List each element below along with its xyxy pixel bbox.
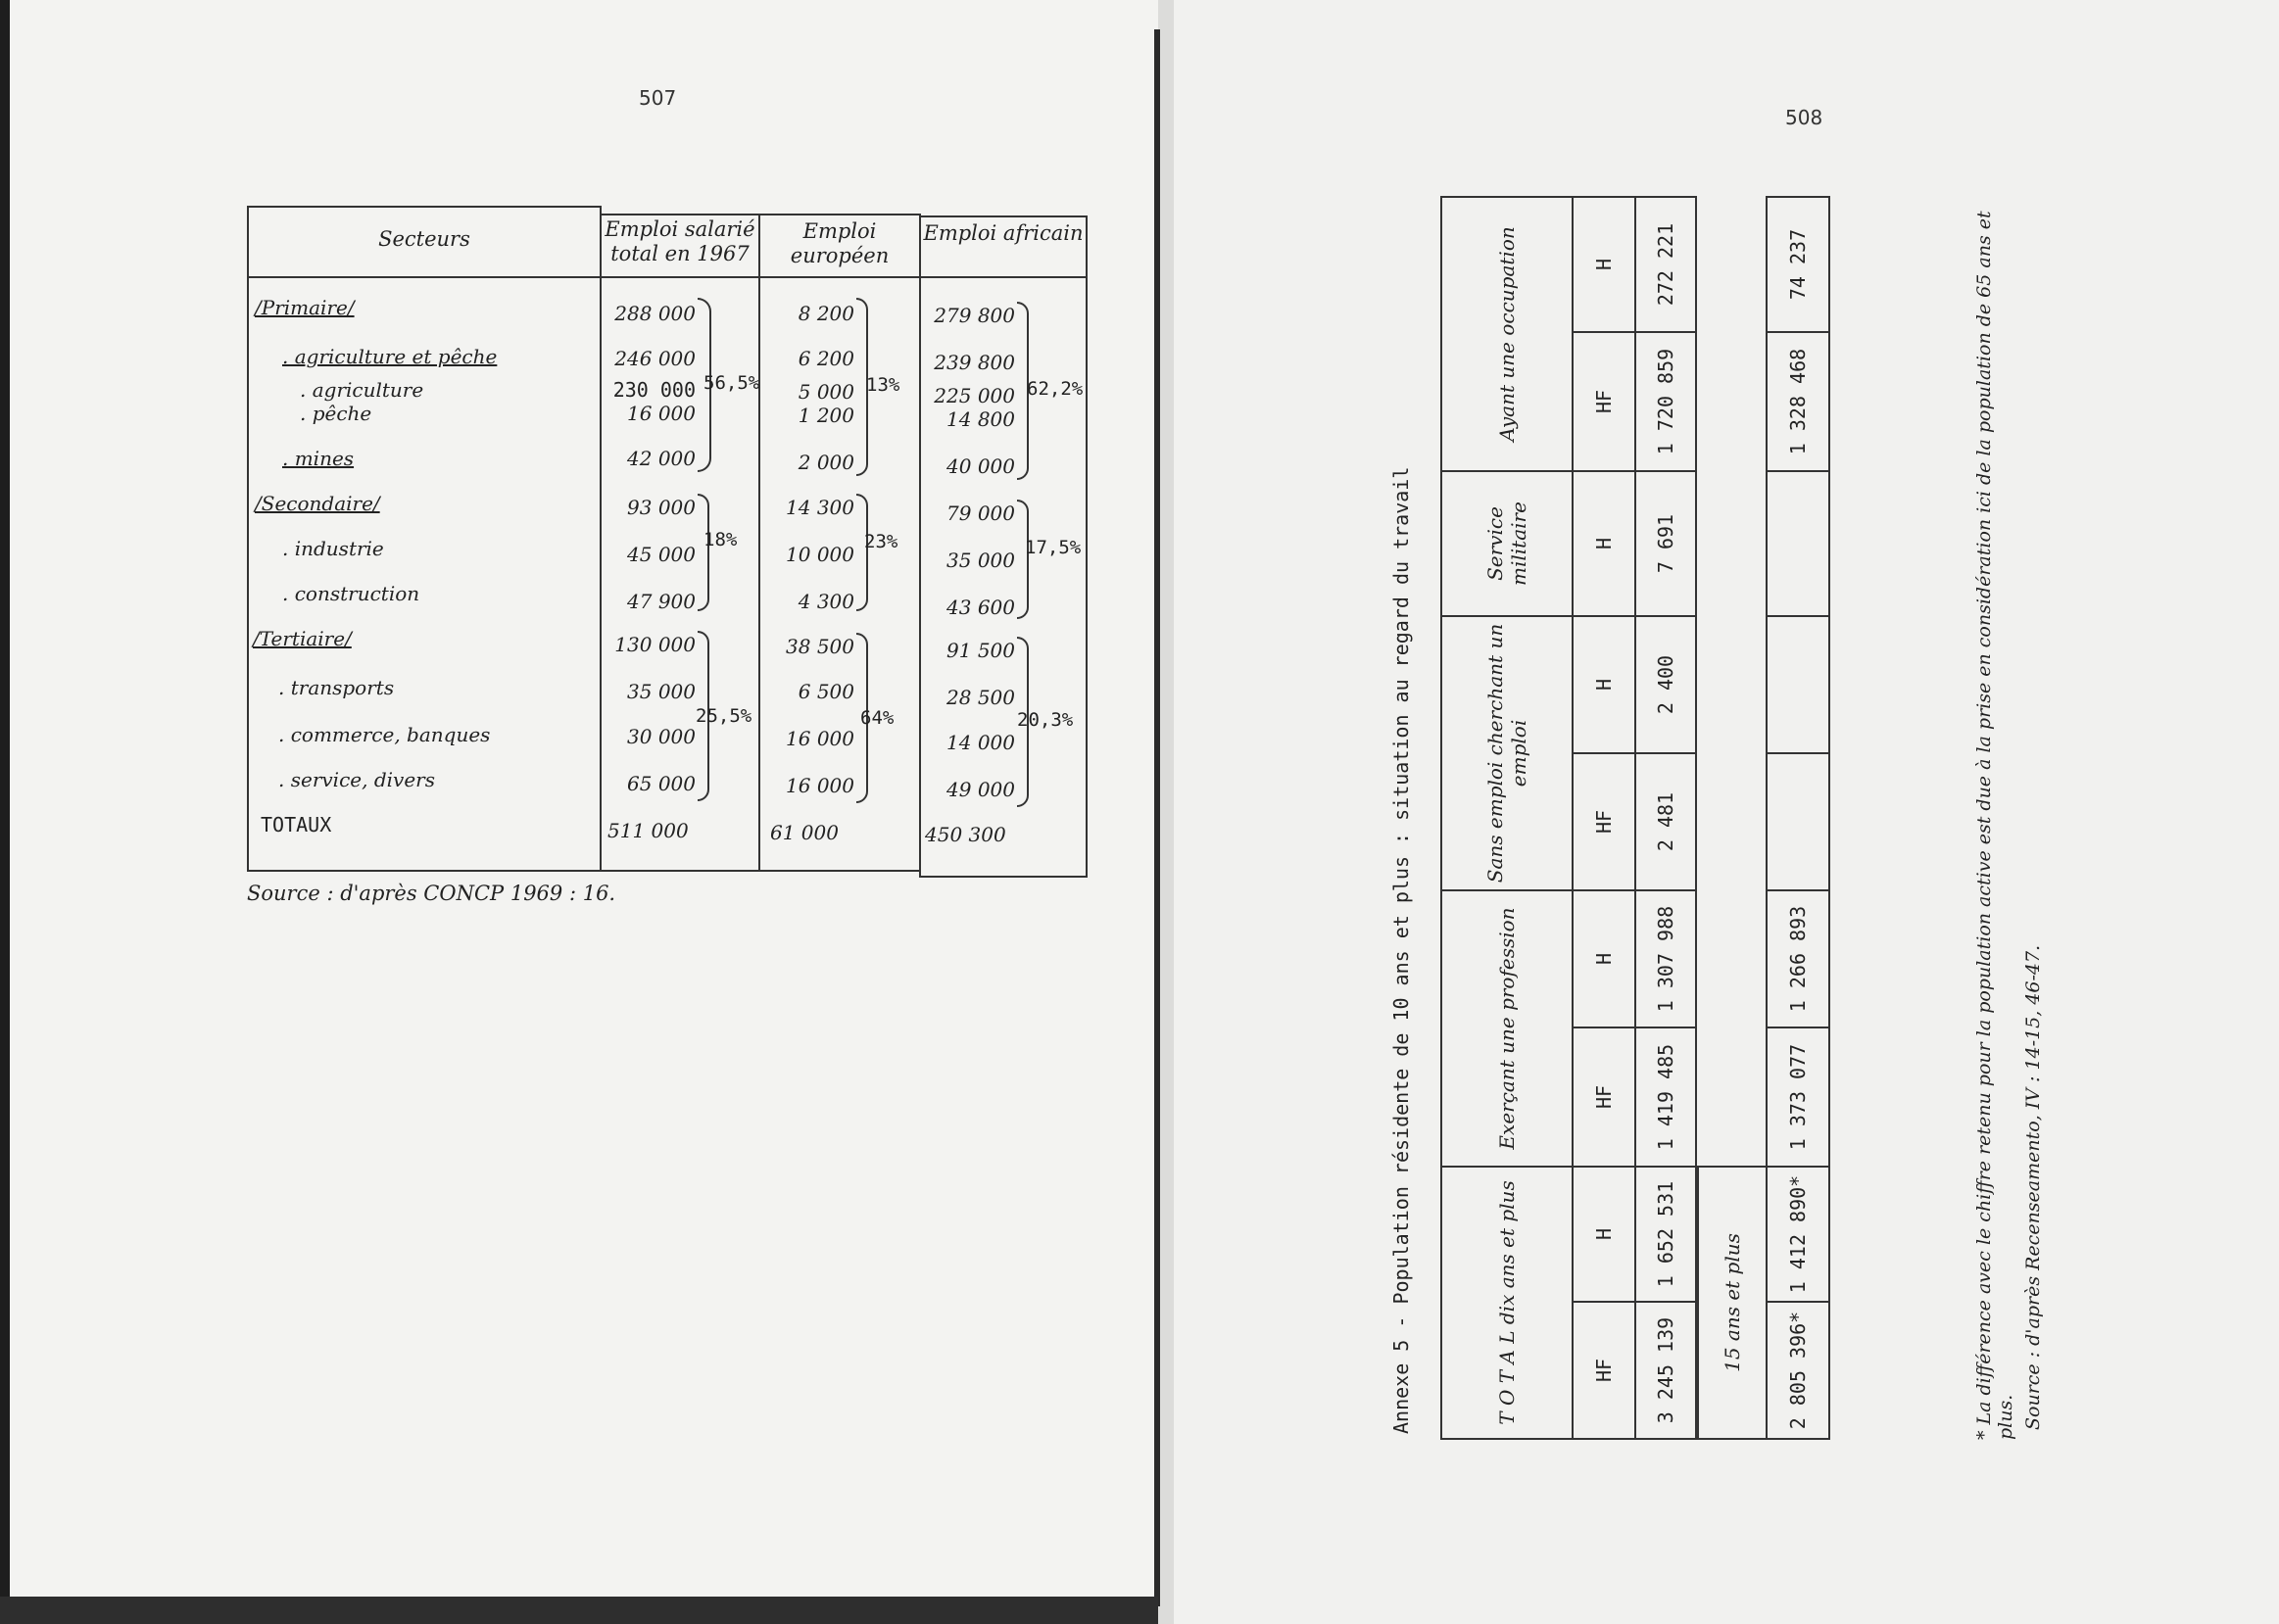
value-europeen: 10 000 xyxy=(786,543,854,566)
value-africain: 225 000 xyxy=(934,384,1015,407)
value-total: 47 900 xyxy=(627,590,696,613)
row-label: . mines xyxy=(282,447,355,470)
value-europeen: 38 500 xyxy=(786,635,854,658)
row-label: /Secondaire/ xyxy=(255,492,380,515)
value-africain: 91 500 xyxy=(946,639,1015,662)
sub-h: H xyxy=(1572,615,1636,754)
value-africain-sum: 450 300 xyxy=(925,823,1006,846)
value-africain: 279 800 xyxy=(934,304,1015,327)
cell-10-total-hf: 3 245 139 xyxy=(1634,1301,1697,1440)
row-label: . pêche xyxy=(300,402,372,425)
cell-10-sans-h: 2 400 xyxy=(1634,615,1697,754)
group-service-militaire: Service militaire xyxy=(1440,470,1574,617)
page-number-left: 507 xyxy=(639,86,677,110)
value-europeen: 6 200 xyxy=(798,347,854,370)
header-secteurs: Secteurs xyxy=(378,227,470,251)
group-sans-emploi: Sans emploi cherchant un emploi xyxy=(1440,615,1574,891)
row-label: . agriculture xyxy=(300,378,424,402)
brace-secondaire-africain xyxy=(1017,500,1029,619)
brace-secondaire-europeen xyxy=(856,494,868,611)
population-table-rotated xyxy=(1342,186,1852,1450)
value-europeen: 16 000 xyxy=(786,727,854,750)
sub-hf: HF xyxy=(1572,1301,1636,1440)
pct-secondaire-total: 18% xyxy=(703,529,738,550)
value-europeen: 16 000 xyxy=(786,774,854,797)
employment-table xyxy=(247,206,1088,872)
cell-10-occ-hf: 1 720 859 xyxy=(1634,331,1697,472)
footnote: * La différence avec le chiffre retenu pour la population active est due à la prise en considération ici de la population de 65 ans et plus. xyxy=(1973,211,2016,1440)
value-total: 35 000 xyxy=(627,680,696,703)
value-total: 42 000 xyxy=(627,447,696,470)
cell-15-total-h: 1 412 890* xyxy=(1766,1166,1830,1303)
pct-primaire-europeen: 13% xyxy=(866,374,900,396)
pct-primaire-total: 56,5% xyxy=(703,372,760,394)
book-gutter xyxy=(1154,29,1160,1606)
value-total: 93 000 xyxy=(627,496,696,519)
pct-primaire-africain: 62,2% xyxy=(1027,378,1084,400)
cell-15-occ-hf: 1 328 468 xyxy=(1766,331,1830,472)
value-total: 130 000 xyxy=(614,633,696,656)
value-africain: 40 000 xyxy=(946,454,1015,478)
value-europeen: 8 200 xyxy=(798,302,854,325)
row-label: . industrie xyxy=(282,537,384,560)
row-label: . construction xyxy=(282,582,420,605)
value-total: 16 000 xyxy=(627,402,696,425)
cell-10-total-h: 1 652 531 xyxy=(1634,1166,1697,1303)
value-europeen: 6 500 xyxy=(798,680,854,703)
pct-tertiaire-africain: 20,3% xyxy=(1017,709,1074,731)
annex-title: Annexe 5 - Population résidente de 10 ans et plus : situation au regard du travail xyxy=(1389,466,1413,1434)
brace-secondaire-total xyxy=(698,494,709,611)
cell-10-prof-h: 1 307 988 xyxy=(1634,889,1697,1028)
source-note-left: Source : d'après CONCP 1969 : 16. xyxy=(247,882,616,905)
row-label: /Primaire/ xyxy=(255,296,355,319)
value-europeen-sum: 61 000 xyxy=(770,821,839,844)
scan-edge xyxy=(0,1597,1158,1624)
cell-10-occ-h: 272 221 xyxy=(1634,196,1697,333)
value-total-sum: 511 000 xyxy=(607,819,689,842)
cell-15-total-hf: 2 805 396* xyxy=(1766,1301,1830,1440)
sub-h: H xyxy=(1572,470,1636,617)
pct-secondaire-africain: 17,5% xyxy=(1025,537,1082,558)
value-europeen: 4 300 xyxy=(798,590,854,613)
sub-hf: HF xyxy=(1572,1027,1636,1168)
value-total: 246 000 xyxy=(614,347,696,370)
cell-15-sans-h xyxy=(1766,615,1830,754)
value-europeen: 5 000 xyxy=(798,380,854,404)
cell-10-prof-hf: 1 419 485 xyxy=(1634,1027,1697,1168)
row-label: /Tertiaire/ xyxy=(253,627,352,650)
sub-hf: HF xyxy=(1572,331,1636,472)
value-total: 230 000 xyxy=(612,378,696,402)
page-number-right: 508 xyxy=(1785,106,1823,129)
value-total: 30 000 xyxy=(627,725,696,748)
value-africain: 239 800 xyxy=(934,351,1015,374)
group-total: T O T A L dix ans et plus xyxy=(1440,1166,1574,1440)
sub-h: H xyxy=(1572,889,1636,1028)
row-label: . agriculture et pêche xyxy=(282,345,498,368)
value-europeen: 1 200 xyxy=(798,404,854,427)
cell-15-service-h xyxy=(1766,470,1830,617)
cell-15-sans-hf xyxy=(1766,752,1830,891)
row-label-totaux: TOTAUX xyxy=(261,813,332,836)
pct-tertiaire-total: 25,5% xyxy=(696,705,752,727)
value-total: 65 000 xyxy=(627,772,696,795)
value-africain: 49 000 xyxy=(946,778,1015,801)
pct-secondaire-europeen: 23% xyxy=(864,531,898,552)
sub-h: H xyxy=(1572,1166,1636,1303)
cell-15-prof-hf: 1 373 077 xyxy=(1766,1027,1830,1168)
pct-tertiaire-europeen: 64% xyxy=(860,707,895,729)
sub-h: H xyxy=(1572,196,1636,333)
value-africain: 43 600 xyxy=(946,596,1015,619)
value-total: 45 000 xyxy=(627,543,696,566)
value-africain: 79 000 xyxy=(946,502,1015,525)
cell-10-sans-hf: 2 481 xyxy=(1634,752,1697,891)
header-africain: Emploi africain xyxy=(923,221,1084,245)
sub-hf: HF xyxy=(1572,752,1636,891)
value-europeen: 2 000 xyxy=(798,451,854,474)
value-africain: 28 500 xyxy=(946,686,1015,709)
header-europeen: Emploi européen xyxy=(790,219,890,267)
header-total: Emploi salarié total en 1967 xyxy=(605,217,755,265)
row-label: . service, divers xyxy=(278,768,435,791)
value-africain: 35 000 xyxy=(946,549,1015,572)
row-label: . transports xyxy=(278,676,395,699)
cell-10-service-h: 7 691 xyxy=(1634,470,1697,617)
row-label: . commerce, banques xyxy=(278,723,491,746)
row-15-label: 15 ans et plus xyxy=(1697,1166,1768,1440)
value-africain: 14 800 xyxy=(946,407,1015,431)
value-africain: 14 000 xyxy=(946,731,1015,754)
source-note-right: Source : d'après Recenseamento, IV : 14-15, 46-47. xyxy=(2022,944,2044,1430)
value-europeen: 14 300 xyxy=(786,496,854,519)
value-total: 288 000 xyxy=(614,302,696,325)
group-occupation: Ayant une occupation xyxy=(1440,196,1574,472)
group-profession: Exerçant une profession xyxy=(1440,889,1574,1168)
header-rule xyxy=(247,276,1088,278)
cell-15-prof-h: 1 266 893 xyxy=(1766,889,1830,1028)
cell-15-occ-h: 74 237 xyxy=(1766,196,1830,333)
